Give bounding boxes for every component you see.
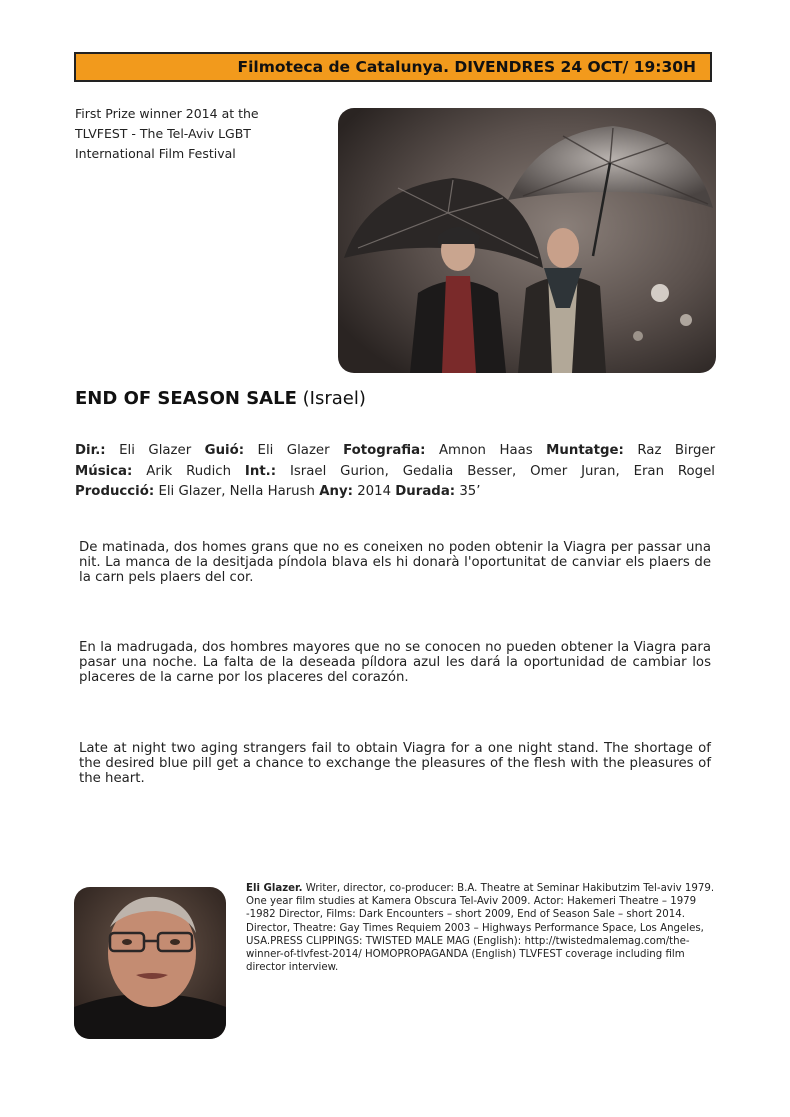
film-title: [75, 388, 366, 409]
event-banner-text: Filmoteca de Catalunya. DIVENDRES 24 OCT/ 19:30H: [237, 58, 696, 76]
film-country: (Israel): [302, 388, 366, 409]
film-still-photo: [338, 108, 716, 373]
credit-value: 35’: [459, 484, 481, 499]
director-bio: [246, 882, 716, 974]
synopsis-catalan: De matinada, dos homes grans que no es coneixen no poden obtenir la Viagra per passar una nit. La manca de la desitjada píndola blava els hi donarà l'oportunitat de canviar els plaers de la carn pels plaers del cor.: [79, 540, 711, 585]
credit-label: Dir.:: [75, 443, 106, 458]
credit-label: Música:: [75, 463, 133, 479]
credit-label: Int.:: [244, 463, 277, 479]
event-banner: [74, 52, 712, 82]
director-name: Eli Glazer.: [246, 883, 303, 894]
credit-value: Eli Glazer, Nella Harush: [158, 484, 315, 499]
prize-line: TLVFEST - The Tel-Aviv LGBT: [75, 126, 251, 141]
credit-label: Producció:: [75, 484, 155, 499]
credit-value: Eli Glazer: [257, 443, 330, 458]
credits-line: [75, 462, 715, 483]
credit-label: Any:: [319, 484, 353, 499]
synopsis-english: Late at night two aging strangers fail to obtain Viagra for a one night stand. The shortage of the desired blue pill get a chance to exchange the pleasures of the flesh with the pleasures of the heart.: [79, 741, 711, 786]
credits-line: [75, 441, 715, 462]
credit-value: 2014: [357, 484, 392, 499]
credit-value: Eli Glazer: [119, 443, 192, 458]
director-bio-text: Writer, director, co-producer: B.A. Theatre at Seminar Hakibutzim Tel-aviv 1979. One year film studies at Kamera Obscura Tel-Aviv 2009. Actor: Hakemeri Theatre – 1979 -1982 Director, Films: Dark Encounters – short 2009, End of Season Sale – short 2014. Director, Theatre: Gay Times Requiem 2003 – Highways Performance Space, Los Angeles, USA.PRESS CLIPPINGS: TWISTED MALE MAG (English): http://twistedmalemag.com/the-winner-of-tlvfest-2014/ HOMOPROPAGANDA (English) TLVFEST coverage including film director interview.: [246, 883, 715, 974]
director-portrait: [74, 887, 226, 1039]
credit-value: Israel Gurion, Gedalia Besser, Omer Juran, Eran Rogel: [289, 463, 715, 479]
prize-line: First Prize winner 2014 at the: [75, 106, 259, 121]
prize-note: [75, 104, 325, 164]
synopsis-spanish: En la madrugada, dos hombres mayores que no se conocen no pueden obtener la Viagra para pasar una noche. La falta de la deseada píldora azul les dará la oportunidad de cambiar los placeres de la carne por los placeres del corazón.: [79, 640, 711, 685]
film-credits: [75, 441, 715, 503]
prize-line: International Film Festival: [75, 146, 236, 161]
credits-line: [75, 482, 715, 503]
credit-label: Durada:: [395, 484, 456, 499]
credit-label: Guió:: [204, 443, 245, 458]
credit-label: Fotografia:: [343, 443, 426, 458]
credit-value: Raz Birger: [637, 443, 716, 458]
credit-label: Muntatge:: [546, 443, 624, 458]
credit-value: Amnon Haas: [438, 443, 533, 458]
film-title-text: END OF SEASON SALE: [75, 388, 297, 409]
credit-value: Arik Rudich: [146, 463, 232, 479]
